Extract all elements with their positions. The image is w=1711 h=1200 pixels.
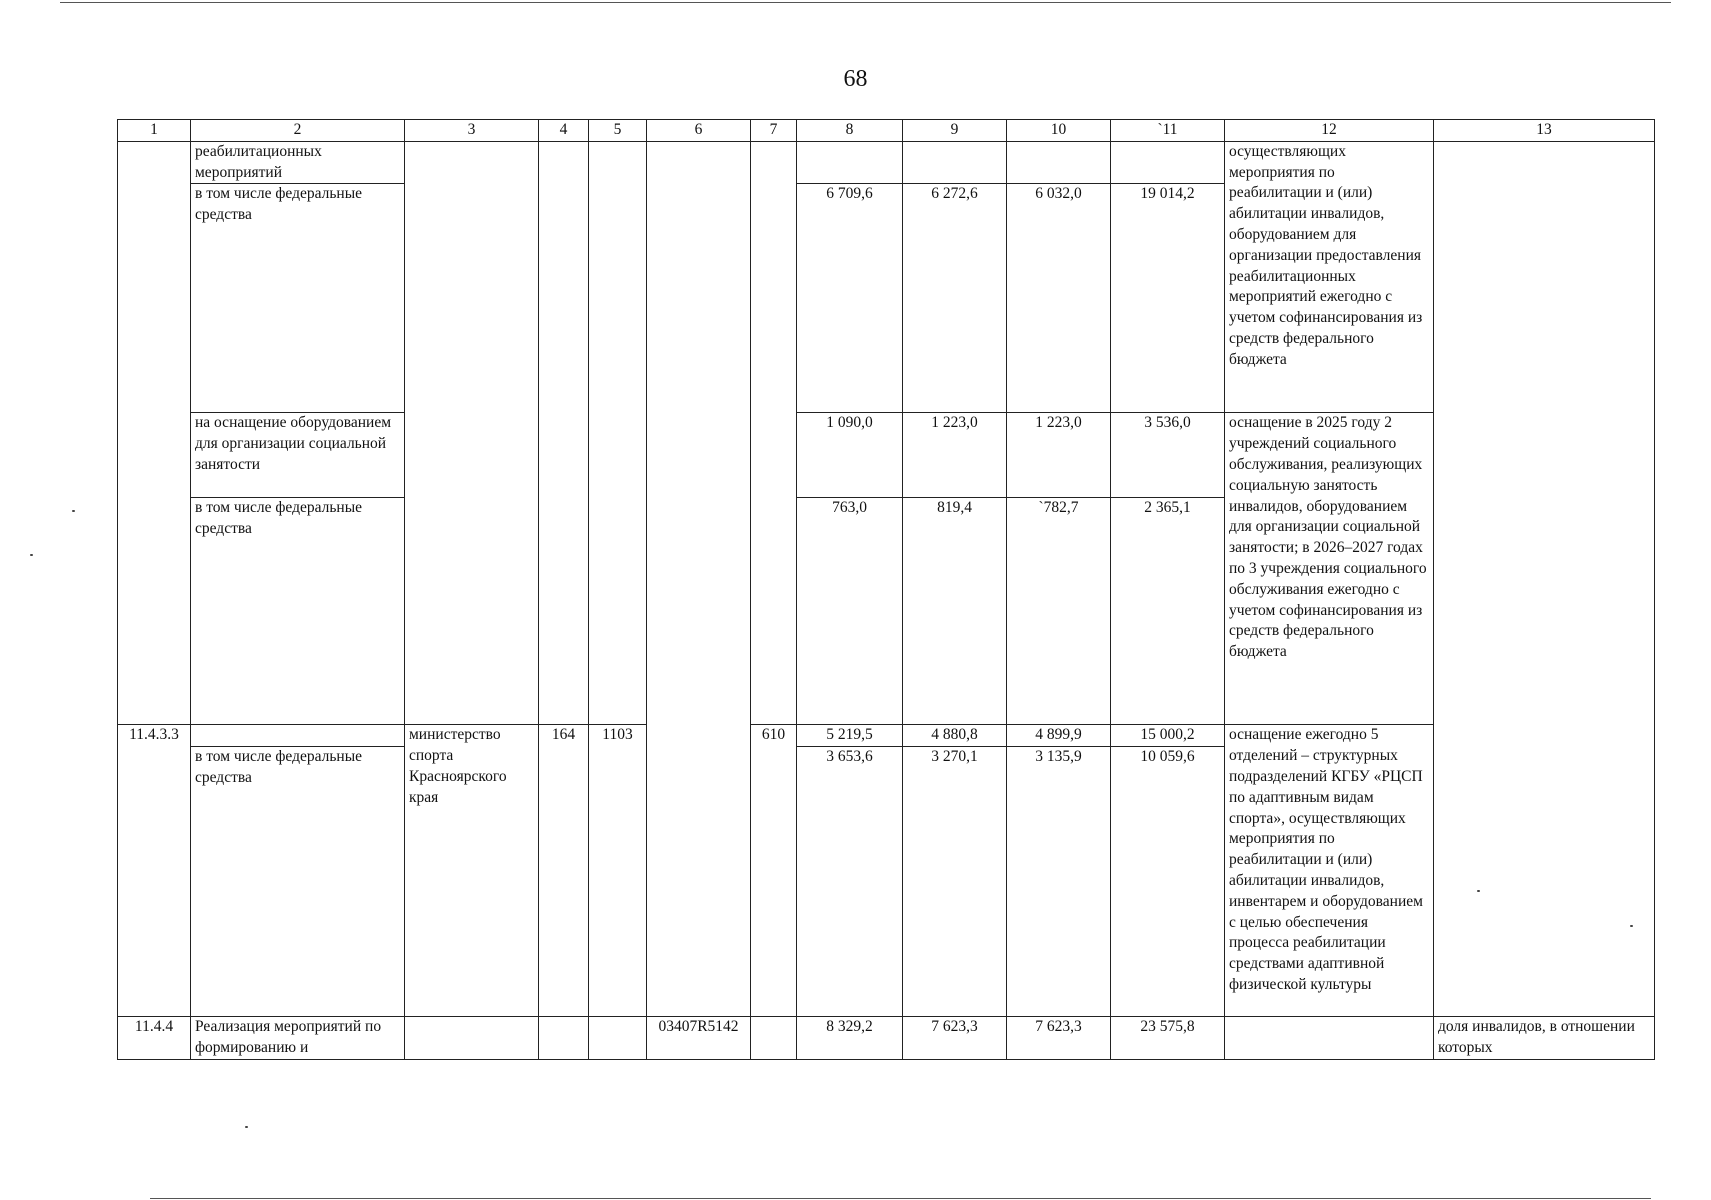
page-number: 68	[843, 66, 868, 92]
scan-speck	[1630, 925, 1633, 927]
scan-speck	[1477, 890, 1480, 892]
cell-col5	[589, 1017, 647, 1060]
cell-value: 1 223,0	[1007, 413, 1111, 498]
cell-description	[191, 725, 405, 747]
column-header: 4	[539, 120, 589, 142]
cell-value: 8 329,2	[797, 1017, 903, 1060]
cell-value: 23 575,8	[1111, 1017, 1225, 1060]
cell-value	[1111, 141, 1225, 184]
cell-col3	[405, 141, 539, 725]
table-row	[118, 725, 1655, 747]
column-header: 9	[903, 120, 1007, 142]
cell-col7: 610	[751, 725, 797, 1017]
cell-value: 3 135,9	[1007, 747, 1111, 1017]
cell-col1	[118, 141, 191, 725]
column-header: 12	[1225, 120, 1434, 142]
column-header: 1	[118, 120, 191, 142]
cell-value: 4 880,8	[903, 725, 1007, 747]
budget-table	[117, 119, 1655, 1060]
cell-value: 3 270,1	[903, 747, 1007, 1017]
column-header: `11	[1111, 120, 1225, 142]
cell-col13	[1434, 141, 1655, 1016]
cell-description: в том числе федеральные средства	[191, 747, 405, 1017]
cell-value: 3 653,6	[797, 747, 903, 1017]
cell-executor	[405, 1017, 539, 1060]
column-header: 2	[191, 120, 405, 142]
cell-value: 6 272,6	[903, 184, 1007, 413]
cell-value	[797, 141, 903, 184]
cell-value	[1007, 141, 1111, 184]
cell-description: Реализация мероприятий по формированию и	[191, 1017, 405, 1060]
cell-result-text: оснащение ежегодно 5 отделений – структурных подразделений КГБУ «РЦСП по адаптивным видам спорта», осуществляющих мероприятия по реабилитации и (или) абилитации инвалидов, инвентарем и оборудованием с целью обеспечения процесса реабилитации средствами адаптивной физической культуры	[1225, 725, 1434, 1017]
column-header: 7	[751, 120, 797, 142]
table-row	[118, 1017, 1655, 1060]
cell-value: 5 219,5	[797, 725, 903, 747]
cell-value: 1 223,0	[903, 413, 1007, 498]
cell-item-number: 11.4.4	[118, 1017, 191, 1060]
scan-speck	[72, 510, 75, 512]
scan-top-edge	[60, 2, 1671, 3]
cell-description: реабилитационных мероприятий	[191, 141, 405, 184]
column-header: 8	[797, 120, 903, 142]
table-row	[118, 413, 1655, 498]
cell-value: 3 536,0	[1111, 413, 1225, 498]
cell-value: 2 365,1	[1111, 498, 1225, 725]
cell-col5: 1103	[589, 725, 647, 1017]
cell-value: 819,4	[903, 498, 1007, 725]
cell-col4	[539, 1017, 589, 1060]
cell-description: в том числе федеральные средства	[191, 184, 405, 413]
cell-description: в том числе федеральные средства	[191, 498, 405, 725]
cell-value: 4 899,9	[1007, 725, 1111, 747]
column-header: 10	[1007, 120, 1111, 142]
cell-col4: 164	[539, 725, 589, 1017]
cell-result-text: оснащение в 2025 году 2 учреждений социального обслуживания, реализующих социальную занятость инвалидов, оборудованием для организации социальной занятости; в 2026–2027 годах по 3 учреждения социального обслуживания ежегодно с учетом софинансирования из средств федерального бюджета	[1225, 413, 1434, 725]
cell-value	[903, 141, 1007, 184]
column-header: 3	[405, 120, 539, 142]
column-header: 6	[647, 120, 751, 142]
cell-col7	[751, 141, 797, 725]
scan-speck	[30, 554, 33, 556]
column-number-row	[118, 120, 1655, 142]
scan-bottom-edge	[150, 1198, 1651, 1199]
cell-value: 7 623,3	[1007, 1017, 1111, 1060]
cell-value: 6 032,0	[1007, 184, 1111, 413]
cell-value: 1 090,0	[797, 413, 903, 498]
cell-col6: 03407R5142	[647, 1017, 751, 1060]
cell-col4	[539, 141, 589, 725]
cell-col6	[647, 141, 751, 1016]
cell-value: `782,7	[1007, 498, 1111, 725]
scan-speck	[245, 1126, 248, 1128]
cell-col5	[589, 141, 647, 725]
cell-value: 763,0	[797, 498, 903, 725]
cell-col7	[751, 1017, 797, 1060]
column-header: 5	[589, 120, 647, 142]
cell-result-text: осуществляющих мероприятия по реабилитации и (или) абилитации инвалидов, оборудованием для организации предоставления реабилитационных мероприятий ежегодно с учетом софинансирования из средств федерального бюджета	[1225, 141, 1434, 413]
cell-value: 10 059,6	[1111, 747, 1225, 1017]
column-header: 13	[1434, 120, 1655, 142]
cell-indicator-text: доля инвалидов, в отношении которых	[1434, 1017, 1655, 1060]
cell-value: 6 709,6	[797, 184, 903, 413]
cell-result-text	[1225, 1017, 1434, 1060]
table-row	[118, 141, 1655, 184]
cell-executor: министерство спорта Красноярского края	[405, 725, 539, 1017]
cell-value: 19 014,2	[1111, 184, 1225, 413]
cell-value: 15 000,2	[1111, 725, 1225, 747]
cell-description: на оснащение оборудованием для организации социальной занятости	[191, 413, 405, 498]
cell-value: 7 623,3	[903, 1017, 1007, 1060]
cell-item-number: 11.4.3.3	[118, 725, 191, 1017]
